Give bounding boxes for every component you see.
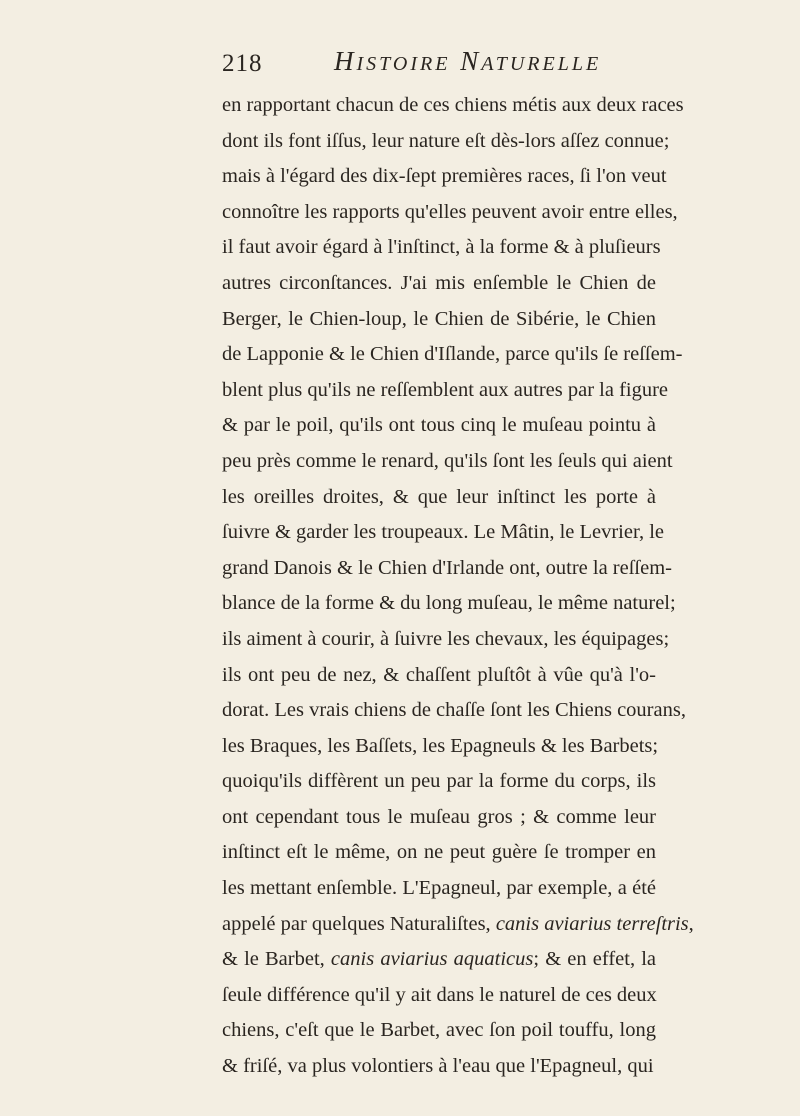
text-line [222, 124, 670, 160]
text-segment: il faut avoir égard à l'inſtinct, à la forme & à pluſieurs [222, 236, 661, 259]
text-segment: ſeule différence qu'il y ait dans le naturel de ces deux [222, 983, 657, 1006]
text-segment: blance de la forme & du long muſeau, le même naturel; [222, 592, 676, 615]
running-title-initial-h: H [334, 46, 357, 76]
text-line [222, 551, 672, 587]
text-segment: inſtinct eſt le même, on ne peut guère ſe tromper en [222, 841, 656, 864]
text-segment: grand Danois & le Chien d'Irlande ont, outre la reſſem- [222, 556, 672, 579]
text-line [222, 942, 656, 978]
text-line [222, 871, 656, 907]
text-segment: , [688, 912, 694, 935]
text-segment: ſuivre & garder les troupeaux. Le Mâtin, le Levrier, le [222, 521, 665, 544]
text-segment: de Lapponie & le Chien d'Iſlande, parce qu'ils ſe reſſem- [222, 343, 683, 366]
text-segment: & friſé, va plus volontiers à l'eau que l'Epagneul, qui [222, 1055, 654, 1078]
text-segment: & le Barbet, [222, 948, 331, 971]
text-segment: mais à l'égard des dix-ſept premières races, ſi l'on veut [222, 165, 667, 188]
text-line [222, 764, 656, 800]
running-title-aturelle: ATURELLE [481, 53, 602, 75]
text-line [222, 515, 665, 551]
text-line [222, 337, 683, 373]
text-line [222, 88, 684, 124]
text-segment: en rapportant chacun de ces chiens métis aux deux races [222, 94, 684, 116]
running-title-istoire: ISTOIRE [356, 53, 451, 75]
text-line [222, 907, 694, 943]
text-segment: appelé par quelques Naturaliſtes, [222, 912, 496, 935]
text-segment: dont ils font iſſus, leur nature eſt dès-lors aſſez connue; [222, 129, 670, 152]
text-segment: ont cependant tous le muſeau gros ; & comme leur [222, 805, 656, 828]
text-line [222, 195, 678, 231]
text-line [222, 693, 686, 729]
text-segment: peu près comme le renard, qu'ils ſont les ſeuls qui aient [222, 449, 673, 472]
text-segment: connoître les rapports qu'elles peuvent avoir entre elles, [222, 200, 678, 223]
text-segment: blent plus qu'ils ne reſſemblent aux autres par la figure [222, 378, 669, 401]
text-line [222, 835, 656, 871]
text-segment: & par le poil, qu'ils ont tous cinq le muſeau pointu à [222, 414, 656, 437]
text-line [222, 800, 656, 836]
latin-name: canis aviarius aquaticus [330, 948, 534, 971]
text-segment: Berger, le Chien-loup, le Chien de Sibérie, le Chien [222, 307, 656, 330]
text-line [222, 480, 656, 516]
text-line [222, 266, 656, 302]
text-segment: les mettant enſemble. L'Epagneul, par exemple, a été [222, 877, 656, 900]
text-segment: les Braques, les Baſſets, les Epagneuls & les Barbets; [222, 734, 659, 757]
text-line [222, 586, 676, 622]
running-title [334, 46, 601, 77]
text-segment: chiens, c'eſt que le Barbet, avec ſon poil touffu, long [222, 1019, 656, 1042]
text-segment: quoiqu'ils diffèrent un peu par la forme du corps, ils [222, 770, 656, 793]
text-segment: ils ont peu de nez, & chaſſent pluſtôt à vûe qu'à l'o- [222, 663, 656, 686]
text-segment: autres circonſtances. J'ai mis enſemble le Chien de [222, 271, 656, 294]
text-line [222, 658, 656, 694]
text-line [222, 978, 656, 1014]
text-segment: ; & en effet, la [533, 948, 656, 971]
text-line [222, 408, 656, 444]
page-header [222, 46, 662, 86]
text-line [222, 729, 659, 765]
text-line [222, 444, 673, 480]
text-segment: ils aiment à courir, à ſuivre les chevaux, les équipages; [222, 627, 670, 650]
text-line [222, 302, 656, 338]
text-line [222, 159, 667, 195]
text-line [222, 622, 670, 658]
running-title-initial-n: N [460, 46, 482, 76]
page-number: 218 [222, 50, 263, 77]
text-line [222, 1049, 656, 1085]
text-line [222, 230, 661, 266]
text-segment: dorat. Les vrais chiens de chaſſe ſont les Chiens courans, [222, 699, 686, 722]
text-line [222, 1013, 656, 1049]
latin-name: canis aviarius terreſtris [495, 912, 689, 935]
text-segment: les oreilles droites, & que leur inſtinct les porte à [222, 485, 656, 508]
body-text [222, 88, 694, 1085]
text-line [222, 373, 669, 409]
